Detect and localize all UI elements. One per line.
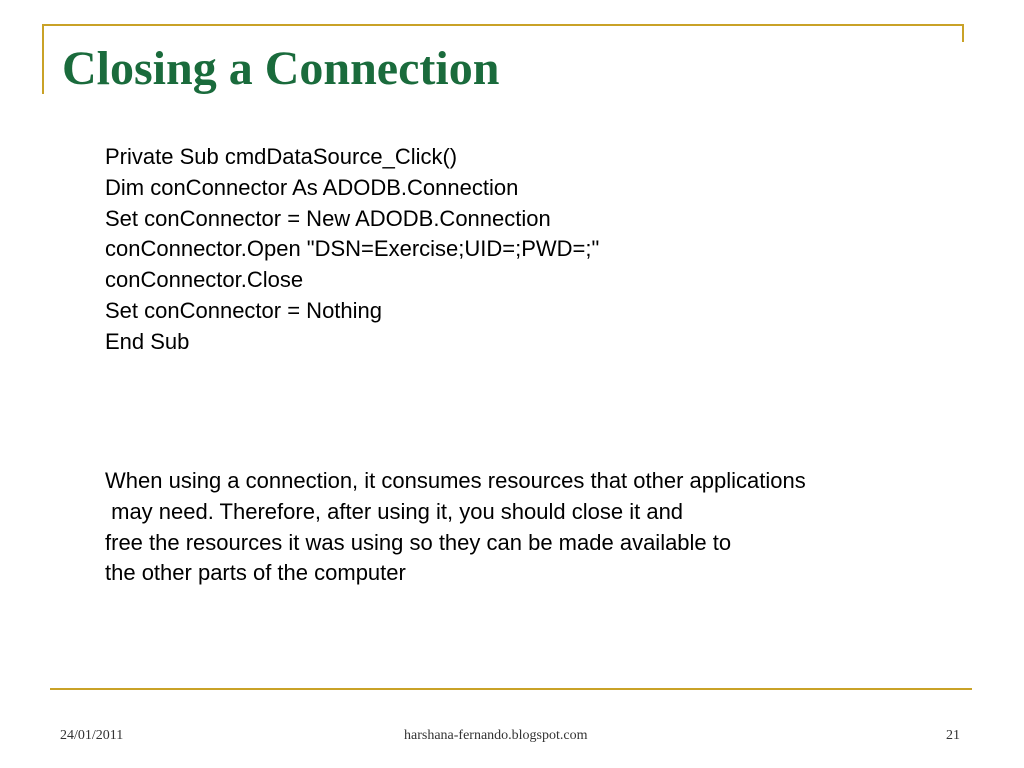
frame-left-border	[42, 24, 44, 94]
footer-divider	[50, 688, 972, 690]
code-line: Dim conConnector As ADODB.Connection	[105, 174, 519, 200]
code-line: Private Sub cmdDataSource_Click()	[105, 144, 458, 169]
footer-date: 24/01/2011	[60, 728, 124, 743]
paragraph-line: When using a connection, it consumes resources that other applications	[105, 468, 806, 493]
frame-right-border	[962, 24, 964, 42]
code-block	[105, 142, 599, 358]
paragraph-line: may need. Therefore, after using it, you should close it and	[105, 498, 684, 524]
code-line: End Sub	[105, 328, 190, 354]
code-line: Set conConnector = Nothing	[105, 297, 383, 323]
code-line: conConnector.Close	[105, 267, 304, 293]
paragraph-line: free the resources it was using so they can be made available to	[105, 529, 732, 555]
explanation-paragraph	[105, 466, 806, 589]
slide-title: Closing a Connection	[62, 42, 500, 95]
page-number: 21	[946, 728, 960, 743]
code-line: conConnector.Open "DSN=Exercise;UID=;PWD=;"	[105, 236, 600, 262]
footer-url: harshana-fernando.blogspot.com	[404, 728, 588, 743]
frame-top-border	[42, 24, 964, 26]
paragraph-line: the other parts of the computer	[105, 560, 406, 586]
code-line: Set conConnector = New ADODB.Connection	[105, 205, 551, 231]
